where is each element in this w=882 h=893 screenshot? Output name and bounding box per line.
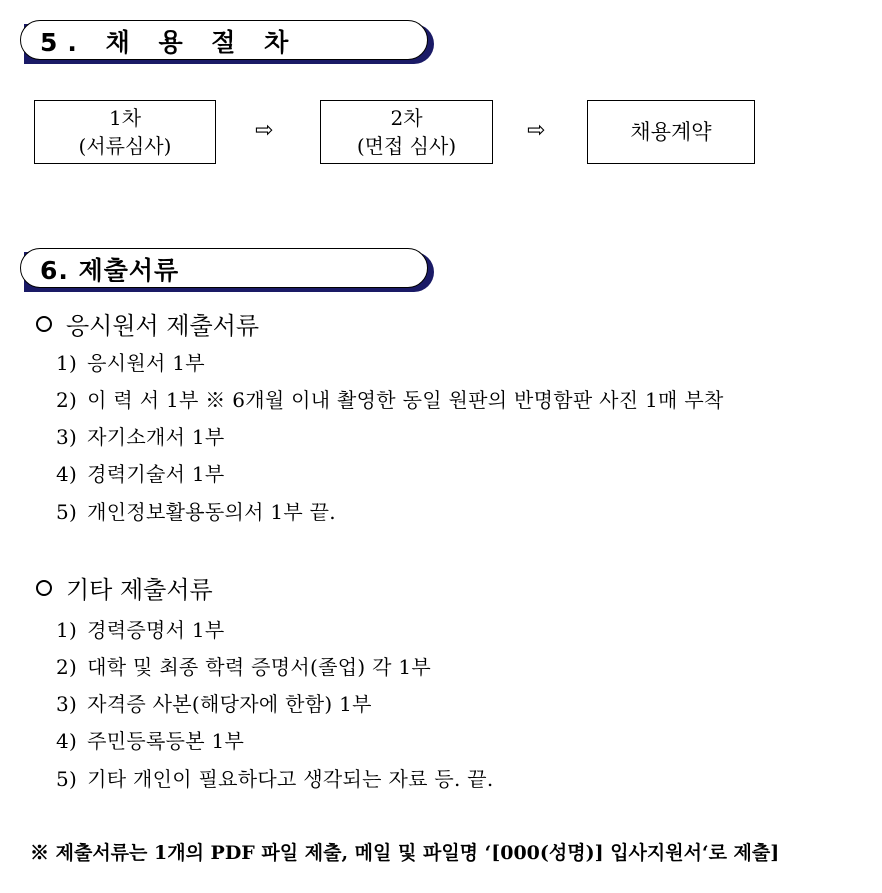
list-item [56,421,225,450]
group-title-text: 기타 제출서류 [66,576,213,604]
item-number: 2) [56,655,78,679]
group-heading-other [36,570,213,605]
item-number: 3) [56,425,78,449]
item-number: 1) [56,351,78,375]
group-title-text: 응시원서 제출서류 [66,312,260,340]
circle-bullet-icon [36,316,52,332]
item-text: 자격증 사본(해당자에 한함) 1부 [87,692,372,716]
item-number: 4) [56,729,78,753]
item-text: 기타 개인이 필요하다고 생각되는 자료 등. 끝. [87,767,494,791]
right-arrow-icon: ⇨ [527,118,546,143]
list-item [56,614,225,643]
step-2-sublabel: (면접 심사) [356,134,457,158]
item-number: 5) [56,500,78,524]
process-step-3 [587,100,755,164]
right-arrow-icon: ⇨ [255,118,274,143]
list-item [56,651,431,680]
list-item [56,384,724,413]
list-item [56,688,372,717]
list-item [56,496,336,525]
item-text: 응시원서 1부 [87,351,205,375]
process-step-1 [34,100,216,164]
item-text: 주민등록등본 1부 [87,729,245,753]
list-item [56,725,244,754]
step-3-label: 채용계약 [630,120,712,144]
list-item [56,763,494,792]
item-number: 2) [56,388,78,412]
item-number: 4) [56,462,78,486]
item-text: 이 력 서 1부 ※ 6개월 이내 촬영한 동일 원판의 반명함판 사진 1매 부착 [87,388,724,412]
group-heading-application [36,306,259,341]
item-text: 대학 및 최종 학력 증명서(졸업) 각 1부 [87,655,431,679]
item-number: 5) [56,767,78,791]
item-number: 1) [56,618,78,642]
item-text: 자기소개서 1부 [87,425,225,449]
item-text: 경력증명서 1부 [87,618,225,642]
process-step-2 [320,100,493,164]
item-number: 3) [56,692,78,716]
step-2-label: 2차 [390,106,423,130]
item-text: 개인정보활용동의서 1부 끝. [87,500,336,524]
submission-note: ※ 제출서류는 1개의 PDF 파일 제출, 메일 및 파일명 ‘[000(성명)] 입사지원서‘로 제출] [30,842,780,864]
step-1-sublabel: (서류심사) [78,134,172,158]
section-header-6 [20,248,436,294]
step-1-label: 1차 [108,106,142,130]
list-item [56,347,205,376]
item-text: 경력기술서 1부 [87,462,225,486]
list-item [56,458,225,487]
section-header-5 [20,20,436,66]
circle-bullet-icon [36,580,52,596]
section-title-6: 6. 제출서류 [40,256,180,285]
section-title-5: 5. 채 용 절 차 [40,28,299,57]
